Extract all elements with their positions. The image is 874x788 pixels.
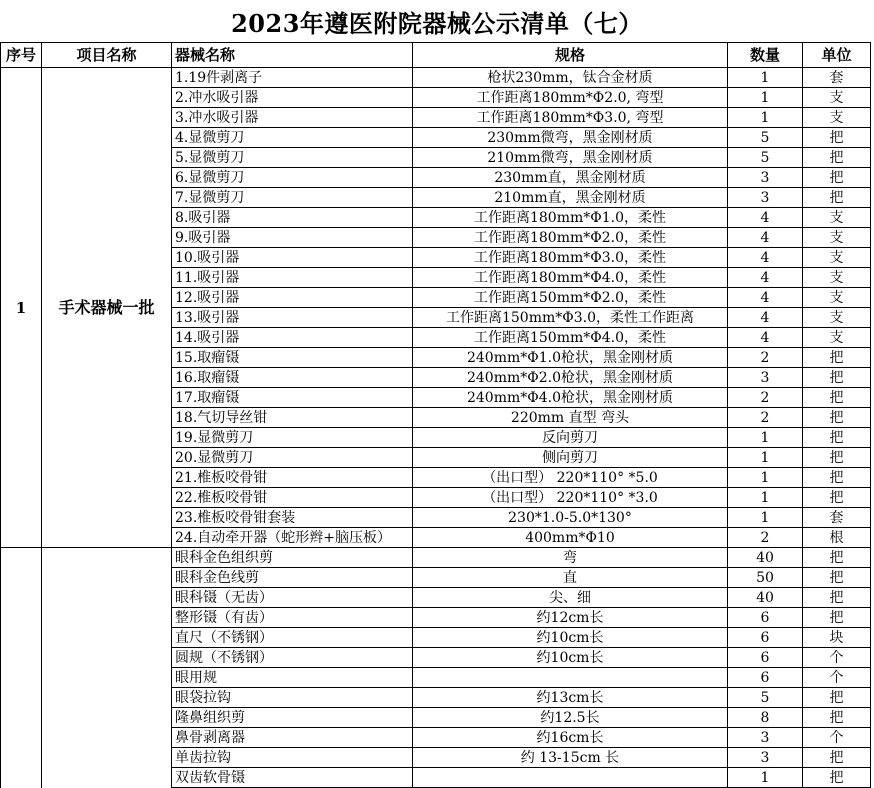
cell-unit[interactable]: 把 <box>803 428 871 448</box>
cell-qty[interactable]: 4 <box>728 328 803 348</box>
cell-qty[interactable]: 4 <box>728 228 803 248</box>
cell-unit[interactable]: 把 <box>803 688 871 708</box>
cell-device-name[interactable]: 8.吸引器 <box>172 208 413 228</box>
cell-device-name[interactable]: 2.冲水吸引器 <box>172 88 413 108</box>
cell-device-name[interactable]: 眼科镊（无齿） <box>172 588 413 608</box>
cell-spec[interactable]: 约13cm长 <box>413 688 728 708</box>
cell-qty[interactable]: 1 <box>728 508 803 528</box>
cell-device-name[interactable]: 18.气切导丝钳 <box>172 408 413 428</box>
cell-device-name[interactable]: 22.椎板咬骨钳 <box>172 488 413 508</box>
cell-spec[interactable]: 工作距离180mm*Φ3.0，柔性 <box>413 248 728 268</box>
cell-device-name[interactable]: 21.椎板咬骨钳 <box>172 468 413 488</box>
cell-device-name[interactable]: 5.显微剪刀 <box>172 148 413 168</box>
cell-unit[interactable]: 把 <box>803 468 871 488</box>
cell-qty[interactable]: 2 <box>728 528 803 548</box>
cell-unit[interactable]: 把 <box>803 188 871 208</box>
cell-device-name[interactable]: 圆规（不锈钢） <box>172 648 413 668</box>
cell-qty[interactable]: 6 <box>728 668 803 688</box>
cell-device-name[interactable]: 12.吸引器 <box>172 288 413 308</box>
cell-qty[interactable]: 8 <box>728 708 803 728</box>
cell-qty[interactable]: 3 <box>728 728 803 748</box>
cell-qty[interactable]: 4 <box>728 308 803 328</box>
header-row <box>1 43 871 68</box>
cell-qty[interactable]: 1 <box>728 468 803 488</box>
cell-device-name[interactable]: 隆鼻组织剪 <box>172 708 413 728</box>
cell-device-name[interactable]: 7.显微剪刀 <box>172 188 413 208</box>
cell-device-name[interactable]: 16.取瘤镊 <box>172 368 413 388</box>
cell-spec[interactable]: 侧向剪刀 <box>413 448 728 468</box>
header-unit[interactable]: 单位 <box>803 43 871 68</box>
cell-spec[interactable]: 约10cm长 <box>413 648 728 668</box>
table-row <box>1 68 871 88</box>
cell-spec[interactable]: 约12.5长 <box>413 708 728 728</box>
cell-unit[interactable]: 块 <box>803 628 871 648</box>
cell-device-name[interactable]: 4.显微剪刀 <box>172 128 413 148</box>
cell-qty[interactable]: 40 <box>728 548 803 568</box>
cell-spec[interactable]: 弯 <box>413 548 728 568</box>
cell-unit[interactable]: 个 <box>803 728 871 748</box>
cell-device-name[interactable]: 1.19件剥离子 <box>172 68 413 88</box>
cell-device-name[interactable]: 3.冲水吸引器 <box>172 108 413 128</box>
cell-spec[interactable]: 240mm*Φ4.0枪状，黑金刚材质 <box>413 388 728 408</box>
cell-spec[interactable]: 400mm*Φ10 <box>413 528 728 548</box>
cell-qty[interactable]: 1 <box>728 488 803 508</box>
cell-qty[interactable]: 5 <box>728 128 803 148</box>
sheet-title: 2023年遵医附院器械公示清单（七） <box>0 0 874 42</box>
cell-qty[interactable]: 1 <box>728 428 803 448</box>
cell-spec[interactable]: 210mm直，黑金刚材质 <box>413 188 728 208</box>
cell-unit[interactable]: 把 <box>803 568 871 588</box>
cell-spec[interactable]: 工作距离180mm*Φ4.0，柔性 <box>413 268 728 288</box>
cell-unit[interactable]: 把 <box>803 168 871 188</box>
cell-spec[interactable]: 约16cm长 <box>413 728 728 748</box>
cell-unit[interactable]: 支 <box>803 328 871 348</box>
cell-qty[interactable]: 4 <box>728 268 803 288</box>
cell-device-name[interactable]: 鼻骨剥离器 <box>172 728 413 748</box>
cell-qty[interactable]: 1 <box>728 88 803 108</box>
cell-spec[interactable]: 反向剪刀 <box>413 428 728 448</box>
cell-unit[interactable]: 把 <box>803 488 871 508</box>
cell-unit[interactable]: 套 <box>803 508 871 528</box>
cell-device-name[interactable]: 13.吸引器 <box>172 308 413 328</box>
cell-device-name[interactable]: 整形镊（有齿） <box>172 608 413 628</box>
cell-spec[interactable]: 约10cm长 <box>413 628 728 648</box>
cell-qty[interactable]: 3 <box>728 188 803 208</box>
cell-qty[interactable]: 2 <box>728 348 803 368</box>
header-seq[interactable]: 序号 <box>1 43 42 68</box>
cell-unit[interactable]: 套 <box>803 68 871 88</box>
cell-device-name[interactable]: 双齿软骨镊 <box>172 768 413 788</box>
cell-spec[interactable]: （出口型） 220*110° *3.0 <box>413 488 728 508</box>
cell-device-name[interactable]: 10.吸引器 <box>172 248 413 268</box>
cell-project[interactable]: 手术器械一批 <box>42 68 172 548</box>
header-qty[interactable]: 数量 <box>728 43 803 68</box>
header-device[interactable]: 器械名称 <box>172 43 413 68</box>
cell-spec[interactable]: 230*1.0-5.0*130° <box>413 508 728 528</box>
cell-spec[interactable]: 240mm*Φ1.0枪状，黑金刚材质 <box>413 348 728 368</box>
cell-spec[interactable]: （出口型） 220*110° *5.0 <box>413 468 728 488</box>
cell-spec[interactable]: 工作距离180mm*Φ3.0, 弯型 <box>413 108 728 128</box>
cell-device-name[interactable]: 眼袋拉钩 <box>172 688 413 708</box>
cell-qty[interactable]: 1 <box>728 448 803 468</box>
cell-qty[interactable]: 1 <box>728 768 803 788</box>
cell-device-name[interactable]: 14.吸引器 <box>172 328 413 348</box>
cell-qty[interactable]: 1 <box>728 108 803 128</box>
cell-unit[interactable]: 把 <box>803 448 871 468</box>
cell-device-name[interactable]: 单齿拉钩 <box>172 748 413 768</box>
cell-unit[interactable]: 支 <box>803 248 871 268</box>
cell-device-name[interactable]: 眼用规 <box>172 668 413 688</box>
cell-unit[interactable]: 个 <box>803 648 871 668</box>
cell-spec[interactable]: 直 <box>413 568 728 588</box>
cell-unit[interactable]: 支 <box>803 228 871 248</box>
cell-spec[interactable]: 工作距离180mm*Φ2.0，柔性 <box>413 228 728 248</box>
cell-qty[interactable]: 5 <box>728 688 803 708</box>
cell-spec[interactable]: 工作距离150mm*Φ2.0，柔性 <box>413 288 728 308</box>
cell-device-name[interactable]: 眼科金色线剪 <box>172 568 413 588</box>
cell-seq[interactable]: 1 <box>1 68 42 548</box>
cell-qty[interactable]: 3 <box>728 748 803 768</box>
cell-qty[interactable]: 1 <box>728 68 803 88</box>
cell-unit[interactable]: 把 <box>803 708 871 728</box>
cell-device-name[interactable]: 24.自动牵开器（蛇形辫+脑压板） <box>172 528 413 548</box>
cell-qty[interactable]: 4 <box>728 288 803 308</box>
cell-device-name[interactable]: 直尺（不锈钢） <box>172 628 413 648</box>
table-row <box>1 548 871 568</box>
cell-spec[interactable]: 工作距离180mm*Φ2.0, 弯型 <box>413 88 728 108</box>
cell-unit[interactable]: 把 <box>803 768 871 788</box>
cell-spec[interactable]: 230mm微弯，黑金刚材质 <box>413 128 728 148</box>
cell-device-name[interactable]: 眼科金色组织剪 <box>172 548 413 568</box>
cell-unit[interactable]: 根 <box>803 528 871 548</box>
cell-qty[interactable]: 5 <box>728 148 803 168</box>
cell-unit[interactable]: 把 <box>803 148 871 168</box>
cell-spec[interactable]: 枪状230mm，钛合金材质 <box>413 68 728 88</box>
cell-device-name[interactable]: 19.显微剪刀 <box>172 428 413 448</box>
cell-spec[interactable]: 约 13-15cm 长 <box>413 748 728 768</box>
cell-device-name[interactable]: 20.显微剪刀 <box>172 448 413 468</box>
cell-unit[interactable]: 把 <box>803 608 871 628</box>
cell-spec[interactable]: 230mm直，黑金刚材质 <box>413 168 728 188</box>
cell-unit[interactable]: 把 <box>803 128 871 148</box>
cell-spec[interactable]: 约12cm长 <box>413 608 728 628</box>
cell-device-name[interactable]: 11.吸引器 <box>172 268 413 288</box>
cell-qty[interactable]: 2 <box>728 408 803 428</box>
cell-unit[interactable]: 把 <box>803 368 871 388</box>
cell-qty[interactable]: 6 <box>728 648 803 668</box>
cell-device-name[interactable]: 6.显微剪刀 <box>172 168 413 188</box>
cell-unit[interactable]: 把 <box>803 548 871 568</box>
cell-qty[interactable]: 2 <box>728 388 803 408</box>
cell-unit[interactable]: 支 <box>803 208 871 228</box>
cell-qty[interactable]: 3 <box>728 168 803 188</box>
cell-qty[interactable]: 6 <box>728 608 803 628</box>
cell-spec[interactable]: 210mm微弯，黑金刚材质 <box>413 148 728 168</box>
cell-spec[interactable]: 工作距离180mm*Φ1.0，柔性 <box>413 208 728 228</box>
cell-spec[interactable]: 尖、细 <box>413 588 728 608</box>
cell-spec[interactable]: 工作距离150mm*Φ4.0，柔性 <box>413 328 728 348</box>
cell-unit[interactable]: 支 <box>803 108 871 128</box>
cell-spec[interactable]: 220mm 直型 弯头 <box>413 408 728 428</box>
cell-unit[interactable]: 把 <box>803 408 871 428</box>
cell-qty[interactable]: 50 <box>728 568 803 588</box>
cell-unit[interactable]: 支 <box>803 88 871 108</box>
cell-qty[interactable]: 40 <box>728 588 803 608</box>
cell-device-name[interactable]: 17.取瘤镊 <box>172 388 413 408</box>
cell-qty[interactable]: 3 <box>728 368 803 388</box>
cell-unit[interactable]: 支 <box>803 308 871 328</box>
header-spec[interactable]: 规格 <box>413 43 728 68</box>
cell-device-name[interactable]: 23.椎板咬骨钳套装 <box>172 508 413 528</box>
cell-unit[interactable]: 把 <box>803 588 871 608</box>
cell-device-name[interactable]: 9.吸引器 <box>172 228 413 248</box>
cell-qty[interactable]: 4 <box>728 248 803 268</box>
cell-qty[interactable]: 6 <box>728 628 803 648</box>
cell-device-name[interactable]: 15.取瘤镊 <box>172 348 413 368</box>
cell-spec[interactable] <box>413 668 728 688</box>
cell-unit[interactable]: 把 <box>803 348 871 368</box>
cell-unit[interactable]: 把 <box>803 748 871 768</box>
cell-seq-empty[interactable] <box>1 548 42 788</box>
table-body <box>1 68 871 788</box>
cell-qty[interactable]: 4 <box>728 208 803 228</box>
cell-unit[interactable]: 把 <box>803 388 871 408</box>
cell-spec[interactable]: 工作距离150mm*Φ3.0，柔性工作距离 <box>413 308 728 328</box>
device-table <box>0 42 871 788</box>
cell-project-empty[interactable] <box>42 548 172 788</box>
cell-unit[interactable]: 个 <box>803 668 871 688</box>
cell-spec[interactable]: 240mm*Φ2.0枪状，黑金刚材质 <box>413 368 728 388</box>
cell-unit[interactable]: 支 <box>803 288 871 308</box>
cell-unit[interactable]: 支 <box>803 268 871 288</box>
header-project[interactable]: 项目名称 <box>42 43 172 68</box>
